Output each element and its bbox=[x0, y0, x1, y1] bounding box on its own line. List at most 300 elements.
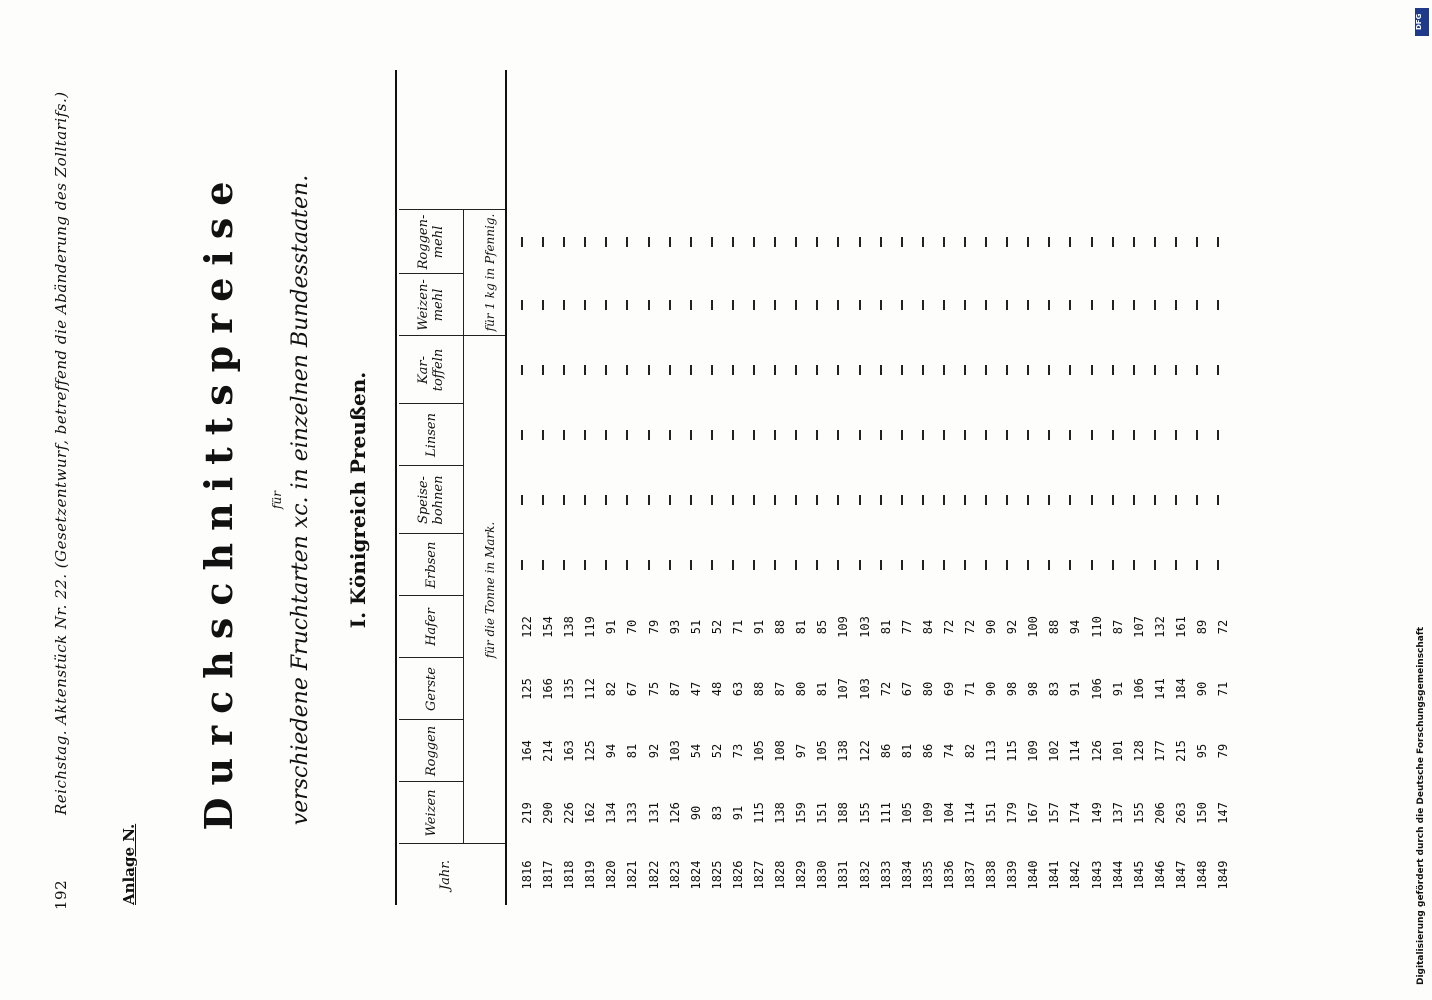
table-cell: 126 bbox=[667, 802, 682, 824]
table-cell: 70 bbox=[625, 619, 640, 635]
empty-cell-dash bbox=[728, 405, 749, 465]
empty-cell-dash bbox=[918, 470, 939, 530]
table-cell: 1820 bbox=[604, 860, 619, 890]
empty-cell-dash bbox=[939, 405, 960, 465]
empty-cell-dash bbox=[665, 275, 686, 335]
table-cell: 163 bbox=[562, 740, 577, 762]
table-cell: 88 bbox=[1047, 619, 1062, 635]
empty-cell-dash bbox=[876, 405, 897, 465]
table-cell: 133 bbox=[625, 802, 640, 824]
empty-cell-dash bbox=[1023, 212, 1044, 272]
table-cell: 109 bbox=[836, 616, 851, 638]
empty-cell-dash bbox=[939, 535, 960, 595]
empty-cell-dash bbox=[981, 405, 1002, 465]
table-cell: 122 bbox=[520, 616, 534, 638]
empty-cell-dash bbox=[981, 535, 1002, 595]
empty-cell-dash bbox=[707, 340, 728, 400]
header-erbsen: Erbsen bbox=[423, 541, 439, 589]
empty-cell-dash bbox=[897, 212, 918, 272]
table-cell: 188 bbox=[836, 802, 851, 824]
empty-cell-dash bbox=[538, 405, 559, 465]
empty-cell-dash bbox=[644, 470, 665, 530]
empty-cell-dash bbox=[855, 405, 876, 465]
column-rule bbox=[399, 335, 505, 336]
column-rule bbox=[399, 273, 463, 274]
empty-cell-dash bbox=[1002, 405, 1023, 465]
table-cell: 103 bbox=[857, 616, 872, 638]
empty-cell-dash bbox=[686, 340, 707, 400]
table-cell: 81 bbox=[815, 681, 830, 697]
empty-cell-dash bbox=[791, 212, 812, 272]
empty-cell-dash bbox=[1213, 275, 1234, 335]
empty-cell-dash bbox=[538, 535, 559, 595]
empty-cell-dash bbox=[1044, 535, 1065, 595]
table-cell: 74 bbox=[941, 743, 956, 759]
empty-cell-dash bbox=[918, 535, 939, 595]
empty-cell-dash bbox=[559, 275, 580, 335]
table-cell: 110 bbox=[1089, 616, 1104, 638]
empty-cell-dash bbox=[833, 405, 854, 465]
empty-cell-dash bbox=[1023, 340, 1044, 400]
table-cell: 54 bbox=[688, 743, 703, 759]
table-cell: 77 bbox=[899, 619, 914, 635]
empty-cell-dash bbox=[517, 212, 538, 272]
table-cell: 154 bbox=[541, 616, 556, 638]
table-cell: 174 bbox=[1068, 802, 1083, 824]
table-cell: 84 bbox=[920, 619, 935, 635]
empty-cell-dash bbox=[1213, 340, 1234, 400]
table-cell: 92 bbox=[646, 743, 661, 759]
empty-cell-dash bbox=[812, 405, 833, 465]
empty-cell-dash bbox=[580, 535, 601, 595]
empty-cell-dash bbox=[601, 405, 622, 465]
table-cell: 101 bbox=[1110, 740, 1125, 762]
empty-cell-dash bbox=[1065, 340, 1086, 400]
empty-cell-dash bbox=[855, 212, 876, 272]
empty-cell-dash bbox=[812, 212, 833, 272]
empty-cell-dash bbox=[538, 212, 559, 272]
empty-cell-dash bbox=[1150, 470, 1171, 530]
empty-cell-dash bbox=[770, 212, 791, 272]
table-cell: 48 bbox=[709, 681, 724, 697]
table-cell: 82 bbox=[962, 743, 977, 759]
table-cell: 1834 bbox=[899, 860, 914, 890]
table-cell: 93 bbox=[667, 619, 682, 635]
table-cell: 91 bbox=[1110, 681, 1125, 697]
table-cell: 105 bbox=[899, 802, 914, 824]
empty-cell-dash bbox=[1065, 470, 1086, 530]
column-rule bbox=[399, 533, 463, 534]
empty-cell-dash bbox=[897, 275, 918, 335]
page-title: Durchschnittspreise bbox=[196, 169, 241, 831]
header-jahr: Jahr. bbox=[437, 859, 453, 891]
table-cell: 1833 bbox=[878, 860, 893, 890]
table-cell: 149 bbox=[1089, 802, 1104, 824]
table-cell: 1846 bbox=[1152, 860, 1167, 890]
empty-cell-dash bbox=[1213, 212, 1234, 272]
empty-cell-dash bbox=[876, 212, 897, 272]
table-cell: 1816 bbox=[520, 860, 534, 890]
table-cell: 162 bbox=[583, 802, 598, 824]
table-cell: 164 bbox=[520, 740, 534, 762]
empty-cell-dash bbox=[1044, 405, 1065, 465]
table-cell: 138 bbox=[562, 616, 577, 638]
table-cell: 72 bbox=[941, 619, 956, 635]
table-cell: 91 bbox=[604, 619, 619, 635]
table-cell: 91 bbox=[1068, 681, 1083, 697]
column-rule bbox=[399, 595, 463, 596]
table-cell: 1837 bbox=[962, 860, 977, 890]
empty-cell-dash bbox=[1192, 470, 1213, 530]
table-cell: 94 bbox=[604, 743, 619, 759]
table-cell: 105 bbox=[752, 740, 767, 762]
table-cell: 72 bbox=[962, 619, 977, 635]
empty-cell-dash bbox=[1171, 212, 1192, 272]
table-cell: 83 bbox=[709, 805, 724, 821]
header-speisebohnen: Speise-bohnen bbox=[416, 475, 446, 525]
empty-cell-dash bbox=[728, 212, 749, 272]
empty-cell-dash bbox=[707, 535, 728, 595]
table-cell: 63 bbox=[730, 681, 745, 697]
empty-cell-dash bbox=[981, 275, 1002, 335]
table-cell: 72 bbox=[878, 681, 893, 697]
table-cell: 1830 bbox=[815, 860, 830, 890]
table-cell: 102 bbox=[1047, 740, 1062, 762]
table-cell: 71 bbox=[1216, 681, 1231, 697]
empty-cell-dash bbox=[1192, 212, 1213, 272]
empty-cell-dash bbox=[939, 470, 960, 530]
table-cell: 290 bbox=[541, 802, 556, 824]
table-cell: 83 bbox=[1047, 681, 1062, 697]
empty-cell-dash bbox=[559, 470, 580, 530]
empty-cell-dash bbox=[812, 535, 833, 595]
empty-cell-dash bbox=[1087, 470, 1108, 530]
table-cell: 147 bbox=[1216, 802, 1231, 824]
table-cell: 128 bbox=[1131, 740, 1146, 762]
empty-cell-dash bbox=[897, 470, 918, 530]
empty-cell-dash bbox=[1002, 340, 1023, 400]
table-cell: 109 bbox=[1026, 740, 1041, 762]
table-cell: 161 bbox=[1173, 616, 1188, 638]
empty-cell-dash bbox=[791, 535, 812, 595]
empty-cell-dash bbox=[517, 405, 538, 465]
empty-cell-dash bbox=[1023, 405, 1044, 465]
empty-cell-dash bbox=[833, 275, 854, 335]
document-reference: Reichstag. Aktenstück Nr. 22. (Gesetzentwurf, betreffend die Abänderung des Zolltarifs.) bbox=[52, 91, 70, 815]
empty-cell-dash bbox=[770, 535, 791, 595]
empty-cell-dash bbox=[538, 275, 559, 335]
table-cell: 81 bbox=[794, 619, 809, 635]
unit-kg: für 1 kg in Pfennig. bbox=[483, 213, 497, 332]
table-cell: 80 bbox=[920, 681, 935, 697]
section-title: I. Königreich Preußen. bbox=[346, 371, 370, 629]
table-cell: 177 bbox=[1152, 740, 1167, 762]
table-cell: 86 bbox=[878, 743, 893, 759]
header-roggen: Roggen bbox=[423, 725, 439, 777]
empty-cell-dash bbox=[686, 275, 707, 335]
empty-cell-dash bbox=[918, 340, 939, 400]
empty-cell-dash bbox=[728, 535, 749, 595]
table-cell: 135 bbox=[562, 678, 577, 700]
empty-cell-dash bbox=[1171, 405, 1192, 465]
table-cell: 137 bbox=[1110, 802, 1125, 824]
empty-cell-dash bbox=[644, 405, 665, 465]
table-cell: 72 bbox=[1216, 619, 1231, 635]
column-rule bbox=[399, 781, 463, 782]
table-cell: 151 bbox=[815, 802, 830, 824]
table-cell: 90 bbox=[1195, 681, 1209, 697]
table-cell: 91 bbox=[730, 805, 745, 821]
column-roggen bbox=[517, 721, 1234, 781]
empty-cell-dash bbox=[1044, 470, 1065, 530]
empty-cell-dash bbox=[981, 212, 1002, 272]
empty-cell-dash bbox=[601, 470, 622, 530]
table-cell: 104 bbox=[941, 802, 956, 824]
table-cell: 159 bbox=[794, 802, 809, 824]
empty-cell-dash bbox=[749, 405, 770, 465]
empty-cell-dash bbox=[665, 405, 686, 465]
empty-cell-dash bbox=[1108, 212, 1129, 272]
table-cell: 108 bbox=[773, 740, 788, 762]
empty-cell-dash bbox=[939, 212, 960, 272]
table-cell: 98 bbox=[1026, 681, 1041, 697]
empty-cell-dash bbox=[770, 275, 791, 335]
table-cell: 1826 bbox=[730, 860, 745, 890]
table-cell: 107 bbox=[836, 678, 851, 700]
table-cell: 67 bbox=[899, 681, 914, 697]
empty-cell-dash bbox=[812, 470, 833, 530]
empty-cell-dash bbox=[833, 470, 854, 530]
empty-cell-dash bbox=[960, 340, 981, 400]
empty-cell-dash bbox=[897, 405, 918, 465]
empty-cell-dash bbox=[1129, 470, 1150, 530]
table-cell: 1847 bbox=[1173, 860, 1188, 890]
empty-cell-dash bbox=[1129, 535, 1150, 595]
table-cell: 206 bbox=[1152, 802, 1167, 824]
empty-cell-dash bbox=[1065, 535, 1086, 595]
empty-cell-dash bbox=[538, 470, 559, 530]
empty-cell-dash bbox=[791, 340, 812, 400]
empty-cell-dash bbox=[665, 535, 686, 595]
table-cell: 86 bbox=[920, 743, 935, 759]
table-cell: 151 bbox=[984, 802, 999, 824]
table-top-rule bbox=[395, 70, 397, 905]
table-cell: 1828 bbox=[773, 860, 788, 890]
empty-cell-dash bbox=[644, 340, 665, 400]
column-linsen bbox=[517, 405, 1234, 465]
empty-cell-dash bbox=[897, 340, 918, 400]
table-cell: 91 bbox=[752, 619, 767, 635]
empty-cell-dash bbox=[601, 275, 622, 335]
table-cell: 141 bbox=[1152, 678, 1167, 700]
table-cell: 52 bbox=[709, 743, 724, 759]
table-cell: 80 bbox=[794, 681, 809, 697]
empty-cell-dash bbox=[1192, 405, 1213, 465]
header-weizen: Weizen bbox=[423, 789, 439, 837]
table-cell: 115 bbox=[1005, 740, 1020, 762]
empty-cell-dash bbox=[749, 470, 770, 530]
empty-cell-dash bbox=[559, 340, 580, 400]
empty-cell-dash bbox=[1002, 275, 1023, 335]
empty-cell-dash bbox=[939, 275, 960, 335]
header-kartoffeln: Kar-toffeln bbox=[416, 348, 446, 392]
empty-cell-dash bbox=[728, 275, 749, 335]
empty-cell-dash bbox=[1150, 212, 1171, 272]
table-cell: 103 bbox=[857, 678, 872, 700]
table-cell: 1822 bbox=[646, 860, 661, 890]
dfg-logo: DFG bbox=[1415, 8, 1429, 36]
price-table bbox=[395, 70, 1395, 905]
empty-cell-dash bbox=[559, 535, 580, 595]
empty-cell-dash bbox=[686, 535, 707, 595]
empty-cell-dash bbox=[1108, 535, 1129, 595]
table-cell: 47 bbox=[688, 681, 703, 697]
table-cell: 1835 bbox=[920, 860, 935, 890]
empty-cell-dash bbox=[855, 340, 876, 400]
empty-cell-dash bbox=[622, 470, 643, 530]
header-gerste: Gerste bbox=[423, 667, 439, 711]
table-cell: 87 bbox=[1110, 619, 1125, 635]
table-cell: 1829 bbox=[794, 860, 809, 890]
empty-cell-dash bbox=[1192, 535, 1213, 595]
empty-cell-dash bbox=[876, 535, 897, 595]
empty-cell-dash bbox=[833, 535, 854, 595]
empty-cell-dash bbox=[1002, 212, 1023, 272]
empty-cell-dash bbox=[1129, 340, 1150, 400]
empty-cell-dash bbox=[791, 275, 812, 335]
table-cell: 52 bbox=[709, 619, 724, 635]
column-weizen bbox=[517, 783, 1234, 843]
table-cell: 157 bbox=[1047, 802, 1062, 824]
column-speisebohnen bbox=[517, 470, 1234, 530]
table-cell: 89 bbox=[1195, 619, 1209, 635]
table-cell: 97 bbox=[794, 743, 809, 759]
empty-cell-dash bbox=[1087, 340, 1108, 400]
empty-cell-dash bbox=[707, 470, 728, 530]
empty-cell-dash bbox=[981, 340, 1002, 400]
table-cell: 179 bbox=[1005, 802, 1020, 824]
table-cell: 51 bbox=[688, 619, 703, 635]
table-cell: 95 bbox=[1195, 743, 1209, 759]
empty-cell-dash bbox=[601, 212, 622, 272]
table-cell: 1843 bbox=[1089, 860, 1104, 890]
empty-cell-dash bbox=[833, 212, 854, 272]
empty-cell-dash bbox=[770, 340, 791, 400]
header-hafer: Hafer bbox=[423, 608, 439, 646]
empty-cell-dash bbox=[1150, 340, 1171, 400]
table-cell: 1849 bbox=[1216, 860, 1231, 890]
table-cell: 106 bbox=[1131, 678, 1146, 700]
table-cell: 111 bbox=[878, 802, 893, 824]
table-cell: 1844 bbox=[1110, 860, 1125, 890]
table-cell: 98 bbox=[1005, 681, 1020, 697]
empty-cell-dash bbox=[1150, 535, 1171, 595]
empty-cell-dash bbox=[580, 405, 601, 465]
empty-cell-dash bbox=[1108, 405, 1129, 465]
empty-cell-dash bbox=[960, 275, 981, 335]
table-cell: 106 bbox=[1089, 678, 1104, 700]
annex-label: Anlage N. bbox=[120, 823, 138, 905]
table-cell: 132 bbox=[1152, 616, 1167, 638]
column-jahr bbox=[517, 845, 1234, 905]
empty-cell-dash bbox=[707, 275, 728, 335]
table-cell: 1838 bbox=[984, 860, 999, 890]
table-cell: 88 bbox=[773, 619, 788, 635]
empty-cell-dash bbox=[1065, 405, 1086, 465]
column-rule bbox=[399, 465, 463, 466]
empty-cell-dash bbox=[1129, 275, 1150, 335]
table-cell: 214 bbox=[541, 740, 556, 762]
table-cell: 219 bbox=[520, 802, 534, 824]
empty-cell-dash bbox=[707, 212, 728, 272]
empty-cell-dash bbox=[981, 470, 1002, 530]
empty-cell-dash bbox=[960, 535, 981, 595]
column-hafer bbox=[517, 597, 1234, 657]
empty-cell-dash bbox=[960, 212, 981, 272]
table-cell: 1819 bbox=[583, 860, 598, 890]
empty-cell-dash bbox=[1129, 212, 1150, 272]
empty-cell-dash bbox=[1213, 535, 1234, 595]
table-cell: 1845 bbox=[1131, 860, 1146, 890]
empty-cell-dash bbox=[1150, 405, 1171, 465]
empty-cell-dash bbox=[1192, 275, 1213, 335]
table-cell: 85 bbox=[815, 619, 830, 635]
empty-cell-dash bbox=[1023, 535, 1044, 595]
empty-cell-dash bbox=[1171, 340, 1192, 400]
empty-cell-dash bbox=[1087, 405, 1108, 465]
table-cell: 79 bbox=[646, 619, 661, 635]
empty-cell-dash bbox=[538, 340, 559, 400]
running-header bbox=[52, 90, 76, 910]
column-rule bbox=[399, 843, 505, 844]
empty-cell-dash bbox=[1087, 212, 1108, 272]
table-cell: 1840 bbox=[1026, 860, 1041, 890]
table-cell: 138 bbox=[773, 802, 788, 824]
column-kartoffeln bbox=[517, 340, 1234, 400]
table-cell: 109 bbox=[920, 802, 935, 824]
empty-cell-dash bbox=[707, 405, 728, 465]
table-cell: 155 bbox=[857, 802, 872, 824]
table-cell: 114 bbox=[1068, 740, 1083, 762]
empty-cell-dash bbox=[1108, 275, 1129, 335]
empty-cell-dash bbox=[897, 535, 918, 595]
table-cell: 87 bbox=[773, 681, 788, 697]
empty-cell-dash bbox=[855, 470, 876, 530]
empty-cell-dash bbox=[580, 212, 601, 272]
table-cell: 1825 bbox=[709, 860, 724, 890]
table-cell: 92 bbox=[1005, 619, 1020, 635]
column-rule bbox=[399, 657, 463, 658]
table-cell: 1841 bbox=[1047, 860, 1062, 890]
page-subtitle: verschiedene Fruchtarten xc. in einzelnen Bundesstaaten. bbox=[288, 174, 313, 826]
table-cell: 1839 bbox=[1005, 860, 1020, 890]
empty-cell-dash bbox=[1129, 405, 1150, 465]
empty-cell-dash bbox=[601, 340, 622, 400]
table-cell: 112 bbox=[583, 678, 598, 700]
table-cell: 1842 bbox=[1068, 860, 1083, 890]
empty-cell-dash bbox=[559, 405, 580, 465]
column-roggenmehl bbox=[517, 212, 1234, 272]
empty-cell-dash bbox=[517, 275, 538, 335]
column-rule bbox=[399, 403, 463, 404]
empty-cell-dash bbox=[918, 275, 939, 335]
table-cell: 71 bbox=[730, 619, 745, 635]
table-cell: 1823 bbox=[667, 860, 682, 890]
table-cell: 126 bbox=[1089, 740, 1104, 762]
empty-cell-dash bbox=[580, 340, 601, 400]
column-rule bbox=[399, 719, 463, 720]
empty-cell-dash bbox=[517, 535, 538, 595]
